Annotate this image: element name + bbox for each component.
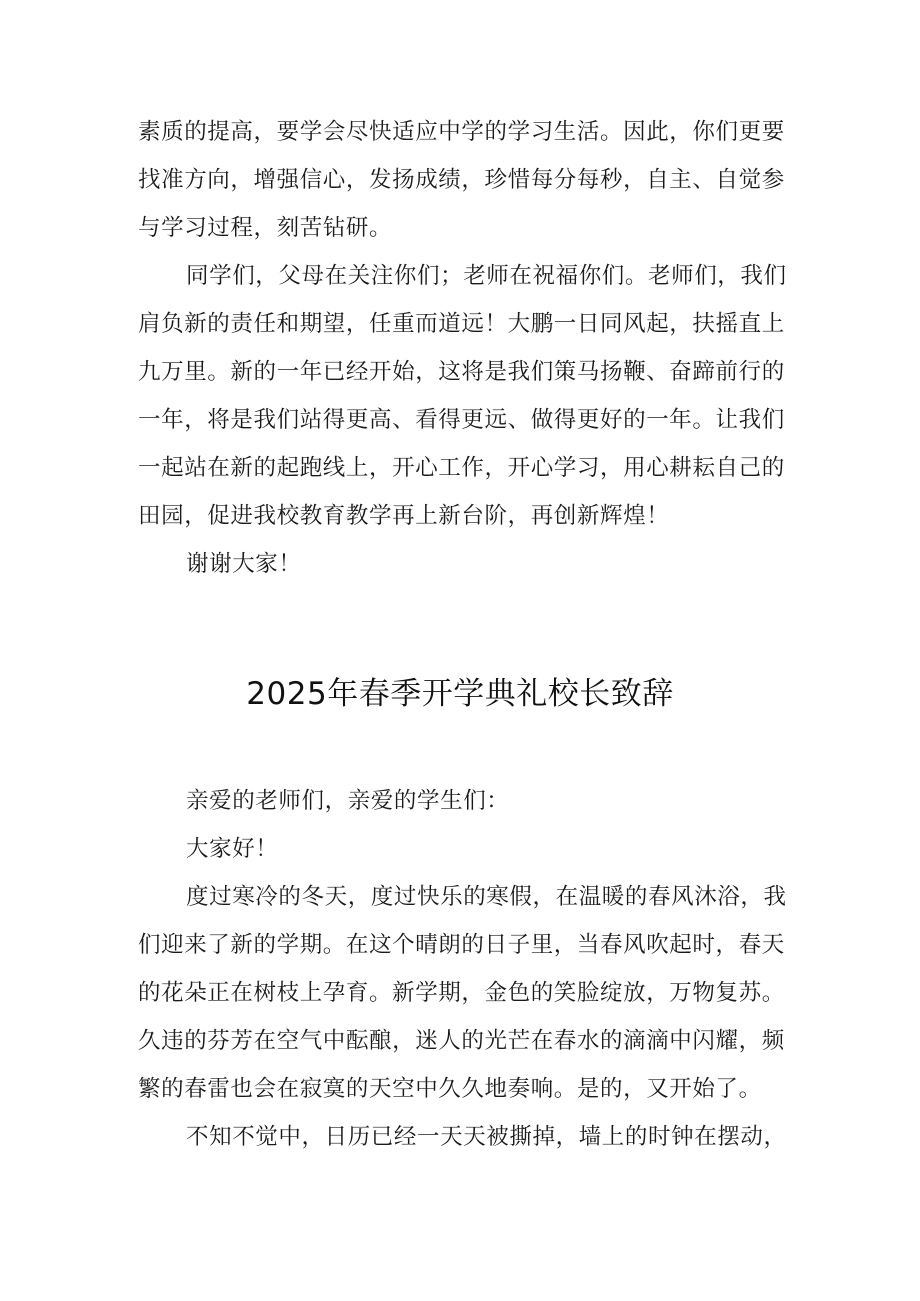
paragraph-time-passing: 不知不觉中，日历已经一天天被撕掉，墙上的时钟在摆动， — [186, 1124, 787, 1150]
speech-opening-section — [138, 777, 798, 1161]
paragraph-thanks: 谢谢大家！ — [186, 551, 302, 577]
speech-title: 2025年春季开学典礼校长致辞 — [246, 676, 674, 712]
paragraph-study-advice: 素质的提高，要学会尽快适应中学的学习生活。因此，你们更要找准方向，增强信心，发扬成绩，珍惜每分每秒，自主、自觉参与学习过程，刻苦钻研。 — [138, 119, 785, 241]
paragraph-new-year-outlook: 同学们，父母在关注你们；老师在祝福你们。老师们，我们肩负新的责任和期望，任重而道远！大鹏一日同风起，扶摇直上九万里。新的一年已经开始，这将是我们策马扬鞭、奋蹄前行的一年，将是我们站得更高、看得更远、做得更好的一年。让我们一起站在新的起跑线上，开心工作，开心学习，用心耕耘自己的田园，促进我校教育教学再上新台阶，再创新辉煌！ — [138, 263, 787, 529]
paragraph-spring-description: 度过寒冷的冬天，度过快乐的寒假，在温暖的春风沐浴，我们迎来了新的学期。在这个晴朗的日子里，当春风吹起时，春天的花朵正在树枝上孕育。新学期，金色的笑脸绽放，万物复苏。久违的芬芳在空气中酝酿，迷人的光芒在春水的滴滴中闪耀，频繁的春雷也会在寂寞的天空中久久地奏响。是的，又开始了。 — [138, 884, 787, 1102]
speech-closing-section — [138, 108, 798, 588]
paragraph-greeting-salutation: 亲爱的老师们，亲爱的学生们： — [186, 788, 510, 814]
paragraph-hello: 大家好！ — [186, 836, 279, 862]
